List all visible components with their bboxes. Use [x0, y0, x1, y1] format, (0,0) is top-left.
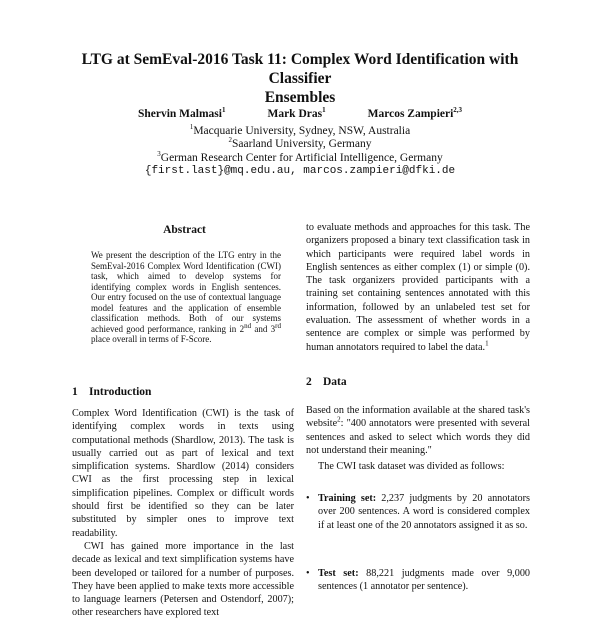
author: Mark Dras$^1$ — [267, 106, 326, 120]
abstract-text: We present the description of the LTG entry in the SemEval-2016 Complex Word Identification (CWI) task, which aimed to develop systems for identifying complex words in English sentences. Our entry focused on the use of contextual language model features and the application of ensemble classification methods. Both of our systems achieved good performance, ranking in 2nd and 3rd place overall in terms of F-Score. — [91, 250, 281, 344]
author: Marcos Zampieri$^{2,3}$ — [367, 106, 463, 120]
author: Shervin Malmasi$^1$ — [137, 106, 226, 120]
author-emails: {first.last}@mq.edu.au, marcos.zampieri@dfki.de — [144, 165, 456, 177]
paragraph: to evaluate methods and approaches for this task. The organizers proposed a binary text classification task in which participants were required label words in English sentences as either complex (1) or simple (0). The task organizers provided participants with a training set containing sentences annotated with this information, followed by an unlabeled test set for evaluation. The assessment of whether words in a sentence are complex or simple was performed by human annotators required to label the data.$^1$ — [306, 222, 530, 353]
affiliation: $^3$German Research Center for Artificial Intelligence, Germany — [157, 150, 443, 164]
bullet-icon: • — [306, 568, 310, 579]
paragraph: The CWI task dataset was divided as follows: — [318, 461, 505, 473]
paragraph: Based on the information available at the shared task's website$^2$: "400 annotators were presented with several sentences and asked to select which words they did not understand their meaning." — [306, 405, 530, 456]
list-item: • Test set: 88,221 judgments made over 9,000 sentences (1 annotator per sentence). — [306, 568, 531, 593]
affiliation: $^2$Saarland University, Germany — [228, 136, 372, 150]
section-heading-introduction: 1 Introduction — [72, 386, 152, 398]
paper-title — [60, 50, 540, 107]
introduction-body — [72, 407, 294, 620]
affiliation: $^1$Macquarie University, Sydney, NSW, Australia — [189, 123, 411, 137]
title-line-1: LTG at SemEval-2016 Task 11: Complex Word Identification with Classifier — [81, 51, 519, 87]
paragraph: CWI has gained more importance in the last decade as lexical and text simplification systems have been developed or tailored for a number of purposes. They have been applied to make texts more accessible to language learners (Petersen and Ostendorf, 2007); other researchers have explored text — [72, 540, 294, 619]
data-body — [306, 404, 530, 473]
section-heading-data: 2 Data — [306, 376, 347, 388]
abstract-heading: Abstract — [163, 224, 206, 236]
author-list — [100, 108, 500, 120]
list-item: • Training set: 2,237 judgments by 20 annotators over 200 sentences. A word is considered complex if at least one of the 20 annotators assigned it as so. — [306, 493, 530, 531]
right-column-text — [306, 221, 530, 354]
title-line-2: Ensembles — [264, 89, 336, 106]
paragraph: Complex Word Identification (CWI) is the task of identifying complex words in texts using computational methods (Shardlow, 2013). The task is usually carried out as part of lexical and text simplification systems. Shardlow (2014) considers CWI as the first processing step in lexical simplification pipelines. Complex or difficult words should first be identified so they can be later substituted by simpler ones to improve text readability. — [72, 408, 294, 539]
bullet-icon: • — [306, 493, 310, 504]
